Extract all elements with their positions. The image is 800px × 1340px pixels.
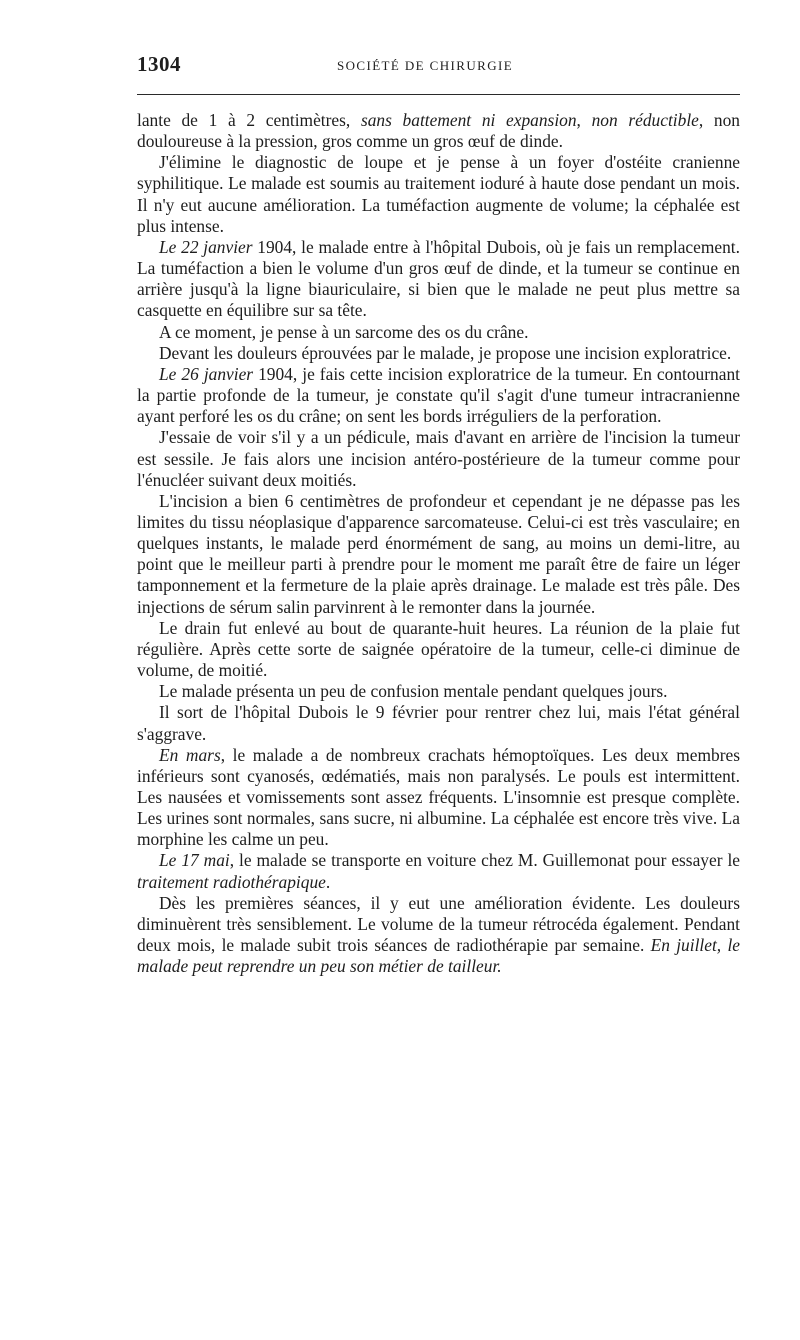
- paragraph: [137, 681, 740, 702]
- paragraph: [137, 343, 740, 364]
- italic-text: En juillet, le malade peut reprendre un peu son métier de tailleur.: [137, 935, 741, 977]
- text-run: .: [325, 871, 331, 892]
- paragraph: [137, 110, 740, 152]
- text-run: Le drain fut enlevé au bout de quarante-huit heures. La réunion de la plaie fut régulière. Après cette sorte de saignée opératoire de la tumeur, celle-ci diminue de volume, de moitié.: [137, 617, 740, 681]
- text-run: Devant les douleurs éprouvées par le malade, je propose une incision exploratrice.: [159, 342, 732, 363]
- text-run: Le malade présenta un peu de confusion mentale pendant quelques jours.: [159, 681, 668, 702]
- page-header: [137, 52, 740, 82]
- paragraph: [137, 618, 740, 681]
- paragraph: [137, 702, 740, 744]
- paragraph: [137, 850, 740, 892]
- text-run: , le malade a de nombreux crachats hémoptoïques. Les deux membres inférieurs sont cyanosés, œdématiés, mais non paralysés. Le pouls est intermittent. Les nausées et vomissements sont assez fréquents. L'insomnie est presque complète. Les urines sont normales, sans sucre, ni albumine. La céphalée est encore très vive. La morphine les calme un peu.: [137, 744, 740, 850]
- text-run: , non douloureuse à la pression, gros comme un gros œuf de dinde.: [137, 110, 740, 152]
- italic-text: traitement radiothérapique: [137, 871, 326, 892]
- italic-text: Le 22 janvier: [159, 236, 253, 257]
- text-run: , le malade se transporte en voiture chez M. Guillemonat pour essayer le: [229, 850, 740, 871]
- italic-text: sans battement ni expansion: [360, 110, 577, 130]
- text-run: Il sort de l'hôpital Dubois le 9 février pour rentrer chez lui, mais l'état général s'aggrave.: [137, 702, 740, 744]
- text-run: lante de 1 à 2 centimètres,: [137, 110, 361, 130]
- paragraph: [137, 427, 740, 490]
- text-run: A ce moment, je pense à un sarcome des os du crâne.: [159, 321, 529, 342]
- text-run: 1904, je fais cette incision exploratrice de la tumeur. En contournant la partie profonde de la tumeur, je constate qu'il s'agit d'une tumeur intracranienne ayant perforé les os du crâne; on sent les bords irréguliers de la perforation.: [137, 363, 740, 427]
- text-run: L'incision a bien 6 centimètres de profondeur et cependant je ne dépasse pas les limites du tissu néoplasique d'apparence sarcomateuse. Celui-ci est très vasculaire; en quelques instants, le malade perd énormément de sang, au moins un demi-litre, au point que le meilleur parti à prendre pour le moment me paraît être de faire un léger tamponnement et la fermeture de la plaie après drainage. Le malade est très pâle. Des injections de sérum salin parvinrent à le remonter dans la journée.: [137, 490, 740, 617]
- text-run: J'essaie de voir s'il y a un pédicule, mais d'avant en arrière de l'incision la tumeur est sessile. Je fais alors une incision antéro-postérieure de la tumeur comme pour l'énucléer suivant deux moitiés.: [137, 427, 740, 490]
- italic-text: Le 17 mai: [159, 850, 230, 871]
- body-text: [137, 110, 740, 977]
- page-number: 1304: [137, 52, 181, 76]
- text-run: 1904, le malade entre à l'hôpital Dubois, où je fais un remplacement. La tuméfaction a bien le volume d'un gros œuf de dinde, et la tumeur se continue en arrière jusqu'à la ligne biauriculaire, si bien que le malade ne peut plus mettre sa casquette en équilibre sur sa tête.: [137, 236, 740, 321]
- header-rule: [137, 94, 740, 95]
- italic-text: non réductible: [591, 110, 699, 130]
- running-title: SOCIÉTÉ DE CHIRURGIE: [337, 58, 514, 73]
- paragraph: [137, 237, 740, 322]
- paragraph: [137, 322, 740, 343]
- paragraph: [137, 364, 740, 427]
- italic-text: En mars: [159, 744, 221, 765]
- text-run: ,: [576, 110, 592, 130]
- paragraph: [137, 893, 740, 978]
- paragraph: [137, 745, 740, 851]
- text-run: Dès les premières séances, il y eut une amélioration évidente. Les douleurs diminuèrent très sensiblement. Le volume de la tumeur rétrocéda également. Pendant deux mois, le malade subit trois séances de radiothérapie par semaine.: [137, 892, 740, 956]
- paragraph: [137, 491, 740, 618]
- italic-text: Le 26 janvier: [159, 363, 254, 384]
- paragraph: [137, 152, 740, 237]
- text-run: J'élimine le diagnostic de loupe et je pense à un foyer d'ostéite cranienne syphilitique. Le malade est soumis au traitement ioduré à haute dose pendant un mois. Il n'y eut aucune amélioration. La tuméfaction augmente de volume; la céphalée est plus intense.: [137, 152, 740, 236]
